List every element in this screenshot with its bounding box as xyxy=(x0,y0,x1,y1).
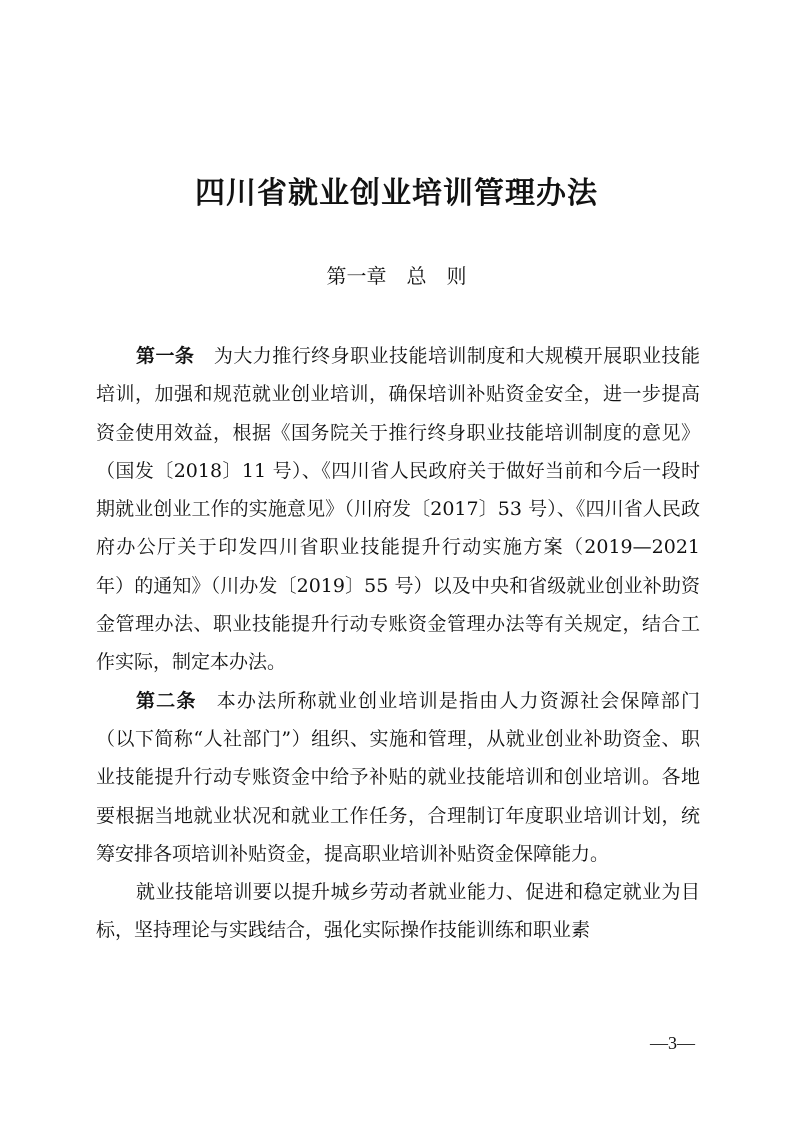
continuation-text: 就业技能培训要以提升城乡劳动者就业能力、促进和稳定就业为目标，坚持理论与实践结合，强化实际操作技能训练和职业素 xyxy=(96,881,700,942)
article-2-paragraph xyxy=(96,682,700,873)
article-2-text: 本办法所称就业创业培训是指由人力资源社会保障部门（以下简称“人社部门”）组织、实施和管理，从就业创业补助资金、职业技能提升行动专账资金中给予补贴的就业技能培训和创业培训。各地要根据当地就业状况和就业工作任务，合理制订年度职业培训计划，统筹安排各项培训补贴资金，提高职业培训补贴资金保障能力。 xyxy=(96,689,700,865)
document-body xyxy=(96,337,700,950)
continuation-paragraph xyxy=(96,873,700,950)
page-number: —3— xyxy=(650,1033,695,1053)
article-2-label: 第二条 xyxy=(136,689,197,712)
article-1-paragraph xyxy=(96,337,700,682)
chapter-title: 第一章 总 则 xyxy=(326,264,467,288)
article-1-label: 第一条 xyxy=(136,345,195,367)
article-1-text: 为大力推行终身职业技能培训制度和大规模开展职业技能培训，加强和规范就业创业培训，确保培训补贴资金安全，进一步提高资金使用效益，根据《国务院关于推行终身职业技能培训制度的意见》（国发〔2018〕11 号）、《四川省人民政府关于做好当前和今后一段时期就业创业工作的实施意见》（川府发〔2017〕53 号）、《四川省人民政府办公厅关于印发四川省职业技能提升行动实施方案（2019—2021 年）的通知》（川办发〔2019〕55 号）以及中央和省级就业创业补助资金管理办法、职业技能提升行动专账资金管理办法等有关规定，结合工作实际，制定本办法。 xyxy=(96,345,700,674)
document-title: 四川省就业创业培训管理办法 xyxy=(195,176,598,211)
